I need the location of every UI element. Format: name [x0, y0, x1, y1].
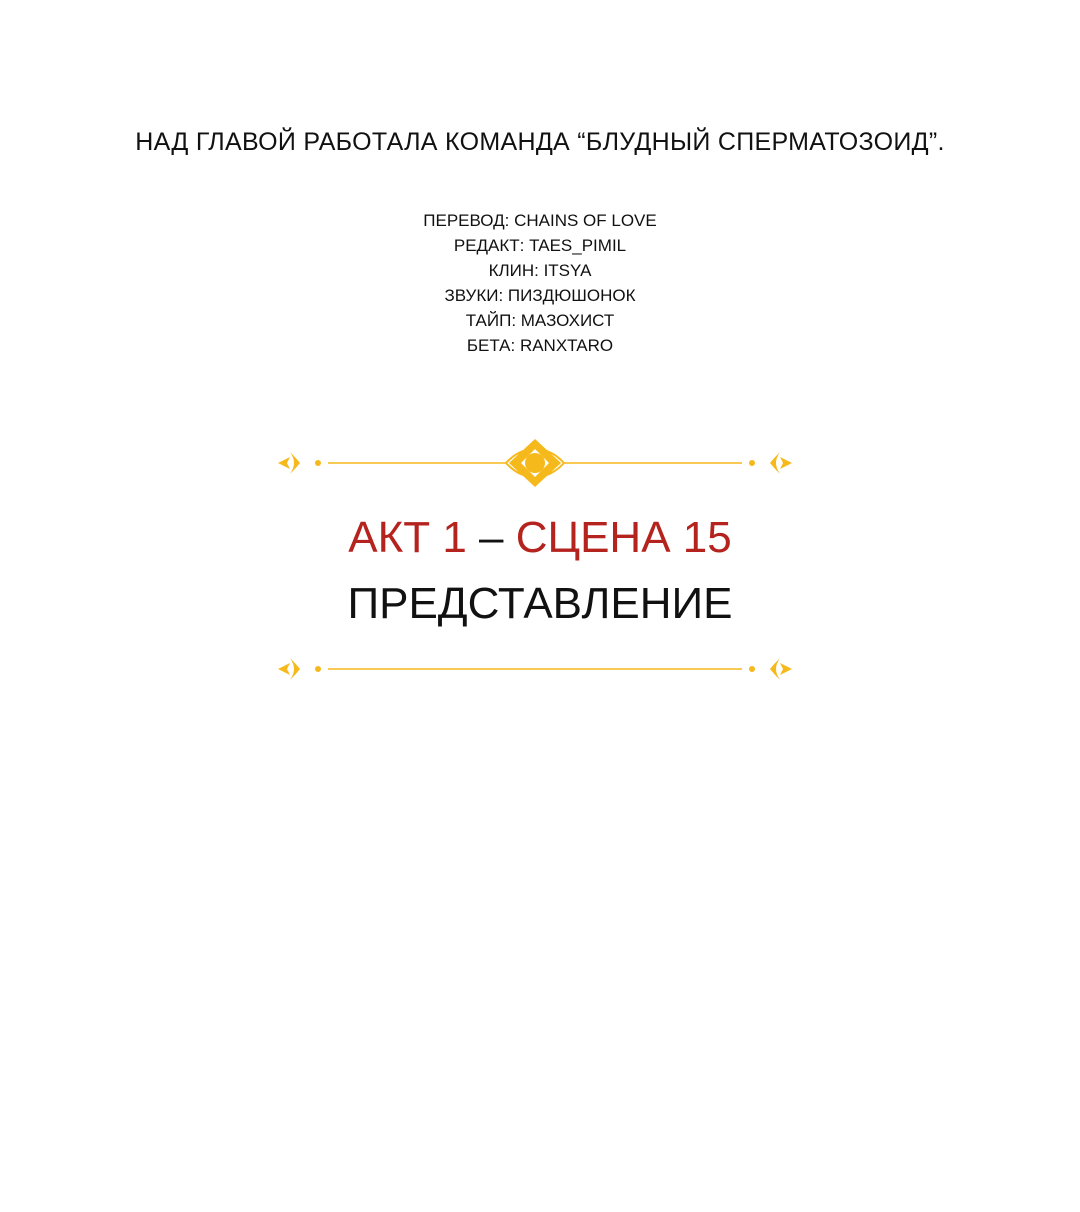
- ornamental-divider-bottom-icon: [270, 644, 800, 694]
- credit-cleaner: КЛИН: ITSYA: [488, 261, 592, 280]
- credits-list: [0, 208, 1080, 358]
- scene-number: СЦЕНА 15: [515, 513, 732, 562]
- team-credit-line: НАД ГЛАВОЙ РАБОТАЛА КОМАНДА “БЛУДНЫЙ СПЕРМАТОЗОИД”.: [135, 128, 945, 156]
- scene-title: ПРЕДСТАВЛЕНИЕ: [347, 579, 733, 628]
- act-number: АКТ 1: [348, 513, 467, 562]
- credit-beta: БЕТА: RANXTARO: [466, 336, 614, 355]
- act-separator: –: [466, 513, 516, 562]
- credit-editor: РЕДАКТ: TAES_PIMIL: [453, 236, 627, 255]
- credit-translation: ПЕРЕВОД: CHAINS OF LOVE: [423, 211, 657, 230]
- credit-typesetter: ТАЙП: МАЗОХИСТ: [465, 311, 615, 330]
- ornamental-divider-top-icon: [270, 438, 800, 488]
- credit-sounds: ЗВУКИ: ПИЗДЮШОНОК: [444, 286, 636, 305]
- act-scene-heading: [0, 508, 1080, 568]
